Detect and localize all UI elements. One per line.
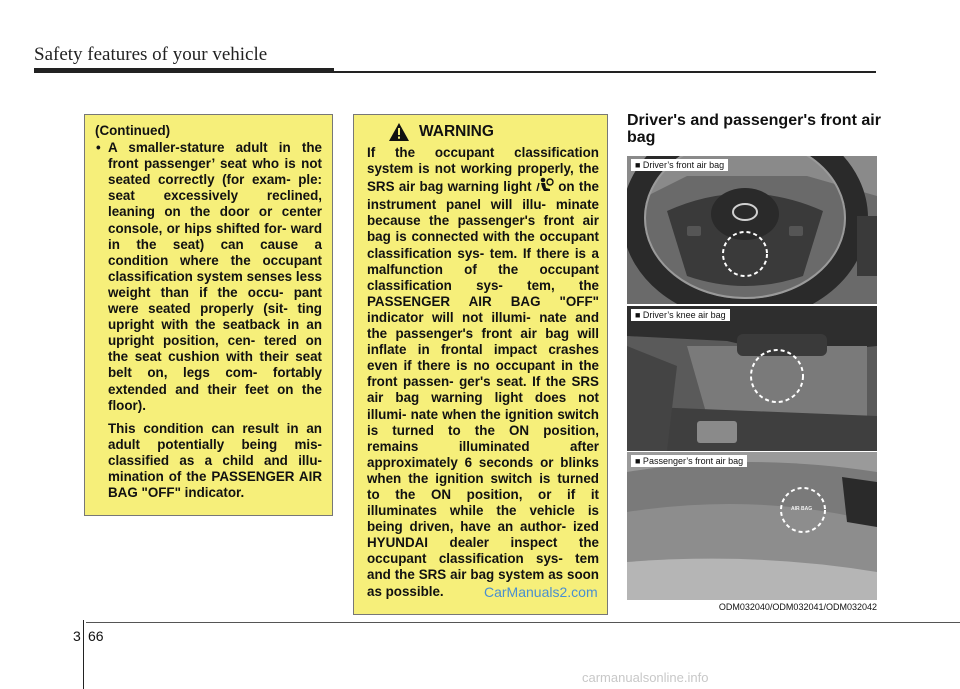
footer-watermark: carmanualsonline.info [582, 670, 709, 685]
photo-label-passenger-front: ■ Passenger’s front air bag [631, 455, 747, 467]
warning-title: WARNING [419, 123, 494, 140]
photo-label-driver-front: ■ Driver’s front air bag [631, 159, 728, 171]
continued-paragraph-2: This condition can result in an adult potentially being mis- classified as a child and illu- mination of the PASSENGER AIR BAG "OFF" indicator. [108, 420, 322, 501]
warning-body [367, 145, 599, 600]
warning-text-part1: If the occupant classification system is not working properly, the SRS air bag warning light [367, 145, 599, 195]
page-number: 66 [88, 628, 104, 644]
bullet-dot: • [96, 140, 101, 156]
airbag-emblem-text: AIR BAG [791, 506, 813, 512]
airbag-warning-icon [536, 177, 554, 197]
footer-rule [86, 622, 960, 623]
warning-box [353, 114, 608, 615]
continued-box [84, 114, 333, 516]
photo-driver-knee-airbag [627, 306, 877, 451]
photo-code: ODM032040/ODM032041/ODM032042 [718, 602, 877, 612]
continued-heading: (Continued) [95, 123, 171, 138]
photo-passenger-front-airbag [627, 452, 877, 600]
page-divider [83, 620, 84, 689]
continued-bullet-item [95, 140, 322, 414]
airbag-section-title: Driver's and passenger's front air bag [627, 112, 881, 146]
steering-wheel-illustration [627, 156, 877, 304]
warning-text-part2: on the instrument panel will illu- minate because the passenger's front air bag is connected with the occupant classification sys- tem. If there is a malfunction of the occupant classification sys- tem, the PASSENGER AIR BAG "OFF" indicator will not illumi- nate and the passenger's front air bag will inflate in frontal impact crashes even if there is no occupant in the front passen- ger's seat. If the SRS air bag warning light does not illumi- nate when the ignition switch is turned to the ON position, remains illuminated after approximately 6 seconds or blinks when the ignition switch is turned to the ON position, or if it illuminates while the vehicle is being driven, have an author- ized HYUNDAI dealer inspect the occupant classification sys- tem and the SRS air bag system as soon as possible. [367, 179, 599, 599]
warning-header [389, 123, 599, 141]
header-rule-thin [334, 71, 876, 73]
page-header-title: Safety features of your vehicle [34, 44, 268, 65]
watermark-carmanuals: CarManuals2.com [484, 584, 598, 600]
page-section-number: 3 [73, 628, 81, 644]
continued-item-text: A smaller-stature adult in the front passenger’ seat who is not seated correctly (for exam- ple: seat excessively reclined, leaning on the door or center console, or hips shifted for- ward in the seat) can cause a condition where the occupant classification system senses less weight than if the occu- pant were seated properly (sit- ting upright with the seatback in an upright position, cen- tered on the seat cushion with their seat belt on, legs com- fortably extended and their feet on the floor). [108, 140, 322, 413]
knee-panel-illustration [627, 306, 877, 451]
photo-label-driver-knee: ■ Driver’s knee air bag [631, 309, 730, 321]
dashboard-illustration [627, 452, 877, 600]
warning-triangle-icon [389, 123, 409, 141]
photo-driver-front-airbag [627, 156, 877, 304]
header-rule-thick [34, 68, 334, 73]
